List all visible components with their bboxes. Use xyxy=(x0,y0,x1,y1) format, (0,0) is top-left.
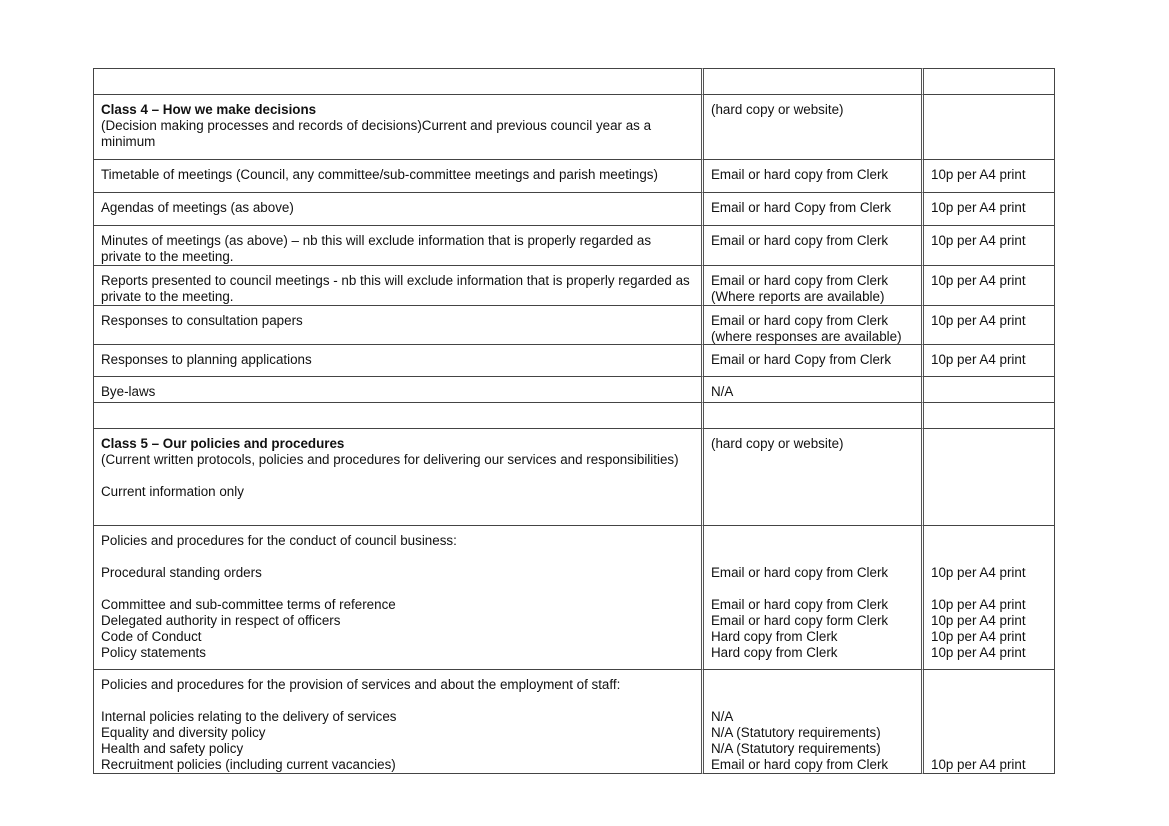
table-cell xyxy=(93,428,701,525)
table-cell xyxy=(701,265,921,305)
class-heading: Class 4 – How we make decisions xyxy=(101,102,317,117)
format-text: Email or hard copy from Clerk xyxy=(711,312,889,328)
format-text: N/A (Statutory requirements) xyxy=(711,725,881,741)
cost-text: 10p per A4 print xyxy=(931,233,1026,248)
format-text: Email or hard copy from Clerk xyxy=(711,565,889,581)
table-cell xyxy=(921,525,1055,669)
item-text: Bye-laws xyxy=(101,384,156,400)
list-item: Equality and diversity policy xyxy=(101,725,266,741)
list-item: Committee and sub-committee terms of reference xyxy=(101,597,396,613)
class-description: (Decision making processes and records of decisions)Current and previous council year as a minimum xyxy=(101,117,652,149)
format-note: (Where reports are available) xyxy=(711,288,885,304)
table-row xyxy=(93,159,1055,192)
table-cell xyxy=(701,428,921,525)
table-cell xyxy=(921,192,1055,225)
table-cell xyxy=(921,402,1055,428)
table-cell xyxy=(921,94,1055,159)
table-cell xyxy=(93,525,701,669)
table-cell xyxy=(93,669,701,773)
section-heading: Policies and procedures for the provision of services and about the employment of staff: xyxy=(101,677,621,693)
cost-text: 10p per A4 print xyxy=(931,597,1026,613)
table-cell xyxy=(93,305,701,345)
format-text: (hard copy or website) xyxy=(711,436,844,452)
format-text: Hard copy from Clerk xyxy=(711,644,838,660)
list-item: Procedural standing orders xyxy=(101,565,262,581)
format-text: (hard copy or website) xyxy=(711,102,844,117)
table-row xyxy=(93,376,1055,402)
list-item: Code of Conduct xyxy=(101,628,202,644)
table-cell xyxy=(701,669,921,773)
format-text: N/A (Statutory requirements) xyxy=(711,741,881,757)
format-text: Email or hard copy from Clerk xyxy=(711,272,889,288)
list-item: Health and safety policy xyxy=(101,741,244,757)
item-text: Minutes of meetings (as above) – nb this will exclude information that is properly regarded as private to the meeting. xyxy=(101,233,652,264)
table-row xyxy=(93,344,1055,376)
publication-scheme-table xyxy=(93,68,1055,774)
table-row xyxy=(93,669,1055,773)
class-heading: Class 5 – Our policies and procedures xyxy=(101,436,345,452)
table-row xyxy=(93,428,1055,525)
cost-text: 10p per A4 print xyxy=(931,565,1026,581)
table-cell xyxy=(701,159,921,192)
table-cell xyxy=(921,305,1055,345)
cost-text: 10p per A4 print xyxy=(931,612,1026,628)
table-cell xyxy=(701,225,921,265)
table-cell xyxy=(701,344,921,376)
class-description: (Current written protocols, policies and procedures for delivering our services and responsibilities) xyxy=(101,452,679,468)
section-heading: Policies and procedures for the conduct of council business: xyxy=(101,533,457,549)
cost-text: 10p per A4 print xyxy=(931,200,1026,215)
item-text: Responses to planning applications xyxy=(101,352,312,368)
item-text: Reports presented to council meetings - nb this will exclude information that is properly regarded as private to the meeting. xyxy=(101,272,690,304)
format-text: Email or hard copy from Clerk xyxy=(711,597,889,613)
table-cell xyxy=(701,525,921,669)
cost-text: 10p per A4 print xyxy=(931,644,1026,660)
table-row xyxy=(93,402,1055,428)
format-note: (where responses are available) xyxy=(711,328,902,344)
format-text: Email or hard copy from Clerk xyxy=(711,756,889,772)
table-cell xyxy=(701,402,921,428)
table-cell xyxy=(701,94,921,159)
table-cell xyxy=(921,225,1055,265)
table-cell xyxy=(701,68,921,94)
table-cell xyxy=(921,669,1055,773)
table-row xyxy=(93,265,1055,305)
table-cell xyxy=(93,94,701,159)
table-row xyxy=(93,68,1055,94)
format-text: Email or hard Copy from Clerk xyxy=(711,352,892,368)
table-row xyxy=(93,525,1055,669)
cost-text: 10p per A4 print xyxy=(931,272,1026,288)
format-text: N/A xyxy=(711,384,734,400)
table-cell xyxy=(921,376,1055,402)
table-row xyxy=(93,225,1055,265)
table-cell xyxy=(701,376,921,402)
list-item: Policy statements xyxy=(101,644,206,660)
table-cell xyxy=(921,428,1055,525)
table-row xyxy=(93,192,1055,225)
table-cell xyxy=(93,376,701,402)
table-cell xyxy=(93,344,701,376)
item-text: Responses to consultation papers xyxy=(101,312,303,328)
cost-text: 10p per A4 print xyxy=(931,628,1026,644)
format-text: Email or hard copy from Clerk xyxy=(711,167,889,182)
table-cell xyxy=(93,68,701,94)
table-cell xyxy=(93,192,701,225)
cost-text: 10p per A4 print xyxy=(931,167,1026,182)
list-item: Internal policies relating to the delivery of services xyxy=(101,709,397,725)
format-text: Email or hard copy from Clerk xyxy=(711,233,889,248)
table-cell xyxy=(921,159,1055,192)
class-note: Current information only xyxy=(101,484,244,500)
cost-text: 10p per A4 print xyxy=(931,352,1026,368)
item-text: Agendas of meetings (as above) xyxy=(101,200,294,215)
table-cell xyxy=(93,225,701,265)
table-cell xyxy=(93,265,701,305)
table-cell xyxy=(921,68,1055,94)
format-text: N/A xyxy=(711,709,734,725)
list-item: Recruitment policies (including current vacancies) xyxy=(101,756,396,772)
format-text: Email or hard copy form Clerk xyxy=(711,612,889,628)
item-text: Timetable of meetings (Council, any committee/sub-committee meetings and parish meetings) xyxy=(101,167,658,182)
format-text: Hard copy from Clerk xyxy=(711,628,838,644)
table-cell xyxy=(701,305,921,345)
table-cell xyxy=(93,402,701,428)
list-item: Delegated authority in respect of officers xyxy=(101,612,341,628)
table-cell xyxy=(93,159,701,192)
cost-text: 10p per A4 print xyxy=(931,312,1026,328)
table-row xyxy=(93,305,1055,345)
format-text: Email or hard Copy from Clerk xyxy=(711,200,892,215)
table-cell xyxy=(701,192,921,225)
table-row xyxy=(93,94,1055,159)
cost-text: 10p per A4 print xyxy=(931,756,1026,772)
table-cell xyxy=(921,265,1055,305)
table-cell xyxy=(921,344,1055,376)
